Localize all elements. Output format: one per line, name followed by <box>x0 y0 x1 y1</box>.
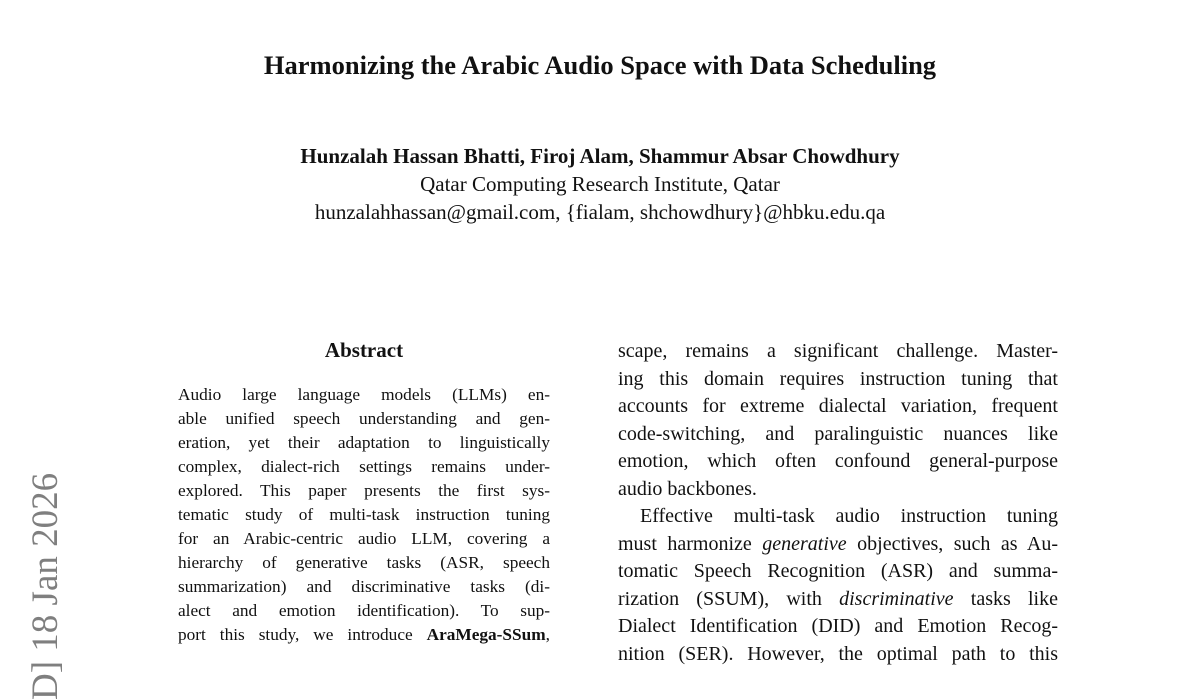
intro-line: scape, remains a significant challenge. Master- <box>618 340 1058 362</box>
intro-line <box>618 586 1058 614</box>
author-list: Hunzalah Hassan Bhatti, Firoj Alam, Shammur Absar Chowdhury <box>300 144 900 168</box>
intro-line: tomatic Speech Recognition (ASR) and summa- <box>618 560 1058 582</box>
abstract-line: alect and emotion identification). To sup- <box>178 601 550 620</box>
intro-line: nition (SER). However, the optimal path to this <box>618 642 1058 665</box>
abstract-line <box>178 623 550 647</box>
intro-text: must harmonize <box>618 532 763 555</box>
intro-line: audio backbones. <box>618 477 757 500</box>
intro-line <box>618 531 1058 559</box>
abstract-line: eration, yet their adaptation to linguistically <box>178 433 550 452</box>
intro-line: accounts for extreme dialectal variation, frequent <box>618 395 1058 417</box>
intro-line: emotion, which often confound general-purpose <box>618 450 1058 472</box>
abstract-line: explored. This paper presents the first sys- <box>178 481 550 500</box>
abstract-line: complex, dialect-rich settings remains under- <box>178 457 550 476</box>
intro-emphasis: discriminative <box>839 587 954 610</box>
abstract-line: able unified speech understanding and gen- <box>178 409 550 428</box>
intro-line: code-switching, and paralinguistic nuances like <box>618 422 1058 445</box>
intro-text: tasks like <box>953 587 1058 610</box>
intro-column <box>618 338 1058 668</box>
intro-text: objectives, such as Au- <box>846 532 1058 555</box>
dataset-name: AraMega-SSum <box>426 625 546 644</box>
abstract-heading: Abstract <box>324 338 404 362</box>
intro-emphasis: generative <box>762 532 847 555</box>
intro-line: ing this domain requires instruction tuning that <box>618 367 1058 390</box>
intro-line: Effective multi-task audio instruction tuning <box>640 505 1058 527</box>
arxiv-stamp: D] 18 Jan 2026 <box>25 472 66 700</box>
author-emails: hunzalahhassan@gmail.com, {fialam, shchowdhury}@hbku.edu.qa <box>314 200 886 224</box>
intro-line: Dialect Identification (DID) and Emotion Recog- <box>618 615 1058 637</box>
abstract-line: Audio large language models (LLMs) en- <box>178 385 550 404</box>
abstract-body <box>178 383 550 647</box>
paper-title: Harmonizing the Arabic Audio Space with Data Scheduling <box>263 50 937 80</box>
abstract-text: port this study, we introduce <box>178 625 427 644</box>
affiliation: Qatar Computing Research Institute, Qatar <box>420 172 780 196</box>
intro-text: rization (SSUM), with <box>618 587 840 610</box>
abstract-line: hierarchy of generative tasks (ASR, speech <box>178 553 550 572</box>
abstract-text: , <box>545 625 550 644</box>
abstract-line: summarization) and discriminative tasks (di- <box>178 577 550 596</box>
abstract-line: tematic study of multi-task instruction tuning <box>178 505 550 524</box>
abstract-line: for an Arabic-centric audio LLM, covering a <box>178 529 550 548</box>
